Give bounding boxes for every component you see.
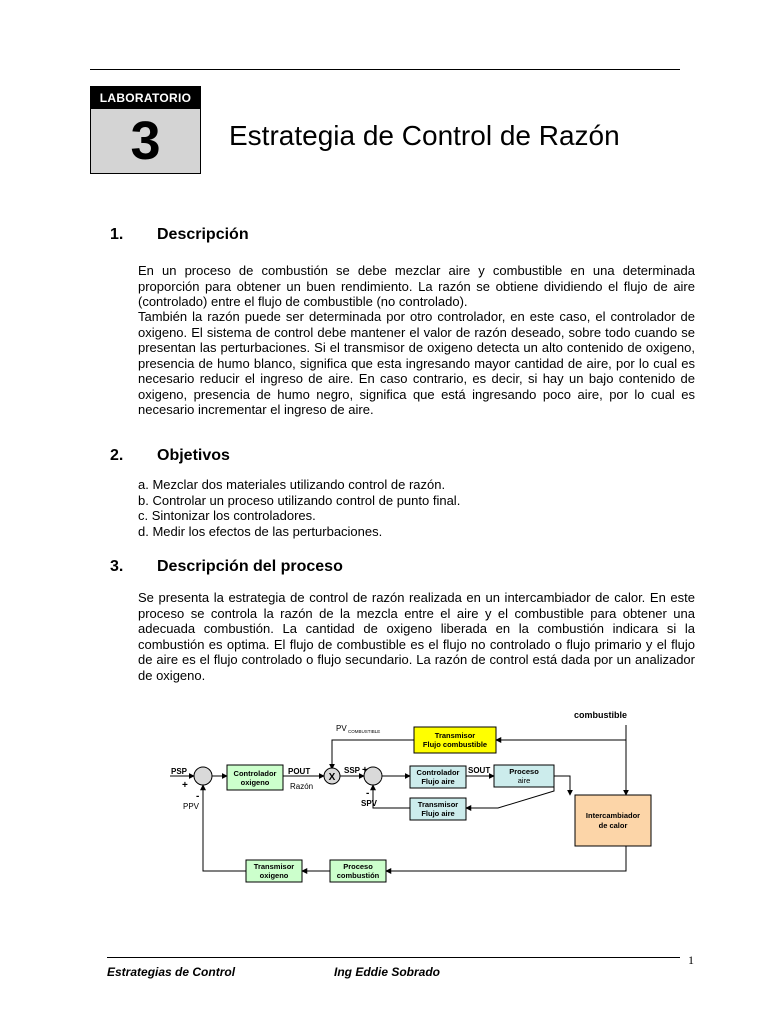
svg-text:Controlador: Controlador — [233, 769, 277, 778]
block-transmisor-combustible — [414, 727, 496, 753]
lab-badge-label: LABORATORIO — [91, 87, 200, 109]
svg-text:combustión: combustión — [336, 871, 380, 880]
svg-text:Flujo combustible: Flujo combustible — [422, 740, 488, 749]
objective-item: d. Medir los efectos de las perturbaciones. — [138, 523, 383, 539]
footer-author: Ing Eddie Sobrado — [334, 965, 441, 979]
page-title: Estrategia de Control de Razón — [229, 120, 620, 151]
section-2-number: 2. — [110, 447, 124, 464]
lab-badge — [90, 86, 201, 174]
objective-item: b. Controlar un proceso utilizando control de punto final. — [138, 492, 461, 508]
objective-item: c. Sintonizar los controladores. — [138, 508, 316, 523]
svg-text:Transmisor: Transmisor — [434, 731, 476, 740]
section-3-title: Descripción del proceso — [157, 558, 343, 575]
label-pout: POUT — [288, 767, 311, 776]
section-1-number: 1. — [110, 226, 124, 243]
label-combustible: combustible — [574, 710, 628, 720]
section-2-title: Objetivos — [157, 447, 230, 464]
svg-text:Transmisor: Transmisor — [253, 862, 295, 871]
svg-text:oxigeno: oxigeno — [259, 871, 289, 880]
svg-text:Proceso: Proceso — [509, 767, 539, 776]
svg-text:Intercambiador: Intercambiador — [585, 811, 641, 820]
label-pv: PV — [336, 724, 347, 733]
section-3-number: 3. — [110, 558, 124, 575]
page-number: 1 — [688, 953, 694, 967]
svg-text:Transmisor: Transmisor — [417, 800, 459, 809]
block-intercambiador-de-calor — [575, 795, 651, 846]
label-plus-2: + — [362, 765, 368, 776]
block-controlador-oxigeno — [227, 765, 283, 790]
block-proceso-aire — [494, 765, 554, 787]
label-psp: PSP — [171, 767, 188, 776]
label-sout: SOUT — [468, 766, 491, 775]
section-1-heading — [110, 226, 249, 244]
label-minus-1: - — [196, 791, 200, 802]
multiplier-symbol: X — [328, 772, 336, 783]
svg-text:Controlador: Controlador — [416, 768, 460, 777]
objectives-list — [138, 477, 695, 539]
section-1-paragraph-1: En un proceso de combustión se debe mezclar aire y combustible en una determinada proporción para obtener un buen rendimiento. La razón se obtiene dividiendo el flujo de aire (controlado) entre el flujo de combustible (no controlado). — [138, 263, 695, 309]
section-3-heading — [110, 558, 343, 576]
label-plus-1: + — [182, 780, 188, 791]
footer-course: Estrategias de Control — [107, 965, 236, 979]
section-1-title: Descripción — [157, 226, 249, 243]
svg-text:Proceso: Proceso — [343, 862, 373, 871]
svg-text:Flujo aire: Flujo aire — [421, 777, 455, 786]
label-minus-2: - — [366, 788, 370, 799]
label-pv-sub: COMBUSTIBLE — [348, 729, 381, 734]
summing-junction-1 — [194, 767, 212, 785]
lab-badge-number: 3 — [130, 111, 161, 171]
block-transmisor-flujo-aire — [410, 798, 466, 820]
ratio-control-diagram — [160, 703, 660, 893]
block-proceso-combustion — [330, 860, 386, 882]
label-ssp: SSP — [344, 766, 361, 775]
block-controlador-flujo-aire — [410, 766, 466, 788]
top-rule — [90, 69, 680, 70]
footer-rule — [107, 957, 680, 958]
label-spv: SPV — [361, 799, 378, 808]
svg-text:de calor: de calor — [598, 821, 628, 830]
objective-item: a. Mezclar dos materiales utilizando control de razón. — [138, 477, 446, 492]
section-2-heading — [110, 447, 230, 465]
label-razon: Razón — [290, 782, 314, 791]
svg-text:Flujo aire: Flujo aire — [421, 809, 455, 818]
label-ppv: PPV — [183, 802, 200, 811]
block-transmisor-oxigeno — [246, 860, 302, 882]
svg-text:oxigeno: oxigeno — [240, 778, 270, 787]
section-3-paragraph: Se presenta la estrategia de control de razón realizada en un intercambiador de calor. En este proceso se controla la razón de la mezcla entre el aire y el combustible para obtener una adecuada combustión. La cantidad de oxigeno liberada en la combustión indicara si la combustión es optima. El flujo de combustible es el flujo no controlado o flujo primario y el flujo de aire es el flujo controlado o flujo secundario. La razón de control está dada por un analizador de oxigeno. — [138, 590, 695, 683]
section-1-paragraph-2: También la razón puede ser determinada por otro controlador, en este caso, el controlador de oxigeno. El sistema de control debe mantener el valor de razón deseado, sobre todo cuando se presentan las perturbaciones. Si el transmisor de oxigeno detecta un alto contenido de oxigeno, presencia de humo blanco, significa que esta ingresando mayor cantidad de aire, por lo cual es necesario reducir el ingreso de aire. En caso contrario, es decir, si hay un bajo contenido de oxigeno, presencia de humo negro, significa que está ingresando poco aire, por lo cual es necesario incrementar el ingreso de aire. — [138, 309, 695, 417]
svg-text:aire: aire — [517, 776, 531, 785]
diagram-connections — [170, 725, 626, 871]
